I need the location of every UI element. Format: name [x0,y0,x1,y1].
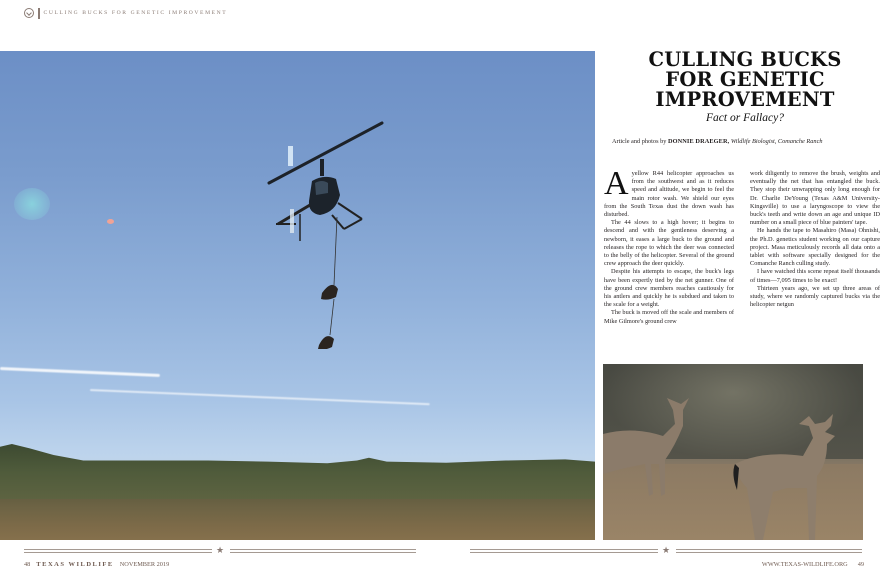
contrail [90,389,430,405]
byline-prefix: Article and photos by [612,138,668,145]
footer-rule [676,549,862,553]
paragraph-text: yellow R44 helicopter approaches us from the southwest and as it reduces speed and altitude, we begin to feel the main rotor wash. We shield our eyes from the South Texas dust the down wash has disturbed. [604,170,734,219]
paragraph: Despite his attempts to escape, the buck's legs have been expertly tied by the net gunner. One of the ground crew members reaches cautiously for his antlers and quickly he is subdued and taken to the scale for a weight. [604,268,734,309]
helicopter-icon [266,119,386,349]
paragraph: Thirteen years ago, we set up three areas of study, where we randomly captured bucks via the helicopter netgun [750,284,880,309]
footer-rule [470,549,658,553]
article-column-1 [604,165,734,326]
paragraph: The buck is moved off the scale and members of Mike Gilmore's ground crew [604,309,734,325]
issue-date: NOVEMBER 2019 [119,561,170,568]
paragraph: I have watched this scene repeat itself thousands of times—7,095 times to be exact! [750,268,880,284]
article-header [604,50,886,124]
article-column-2 [750,170,880,309]
title-line: IMPROVEMENT [655,88,835,111]
title-line: CULLING BUCKS [648,48,842,71]
page-number: 48 [24,561,31,568]
byline [612,138,882,145]
divider [38,8,40,19]
lens-flare [107,219,114,224]
star-icon: ★ [216,545,225,555]
main-photo-helicopter [0,51,595,540]
deer-icon [603,364,863,540]
title-line: FOR GENETIC [665,68,825,91]
article-subtitle: Fact or Fallacy? [706,112,784,124]
contrail [0,367,160,377]
running-head [24,7,227,19]
footer-rule [24,549,212,553]
deer-photo [603,364,863,540]
footer-rule [230,549,416,553]
website-link[interactable]: WWW.TEXAS-WILDLIFE.ORG [761,561,848,568]
footer-left [24,561,169,568]
lens-flare [14,188,50,220]
byline-author: DONNIE DRAEGER, [667,138,730,145]
dropcap: A [604,165,629,202]
byline-role: Wildlife Biologist, Comanche Ranch [729,138,823,145]
magazine-name: TEXAS WILDLIFE [36,561,114,568]
paragraph: He hands the tape to Masahiro (Masa) Ohnishi, the Ph.D. genetics student working on our capture project. Masa meticulously records all data onto a tablet with software specially designed for the Comanche Ranch culling study. [750,227,880,268]
texas-wildlife-logo-icon [24,8,34,18]
paragraph: The 44 slows to a high hover; it begins to descend and with the gentleness deserving a newborn, it eases a large buck to the ground and releases the rope to which the deer was connected to the belly of the helicopter. Several of the ground crew approach the deer quickly. [604,219,734,268]
page-number: 49 [857,561,864,568]
star-icon: ★ [662,545,671,555]
article-title [604,50,886,110]
running-head-text: CULLING BUCKS FOR GENETIC IMPROVEMENT [43,10,228,16]
footer-right [762,561,864,568]
paragraph: work diligently to remove the brush, weights and eventually the net that has entangled the buck. They stop their unwrapping only long enough for Dr. Charlie DeYoung (Texas A&M University-Kingsville) to use a laryngoscope to view the buck's teeth and write down an age and unique ID number on a small piece of blue painters' tape. [750,170,880,227]
treeline [0,444,595,499]
paragraph [604,165,734,219]
